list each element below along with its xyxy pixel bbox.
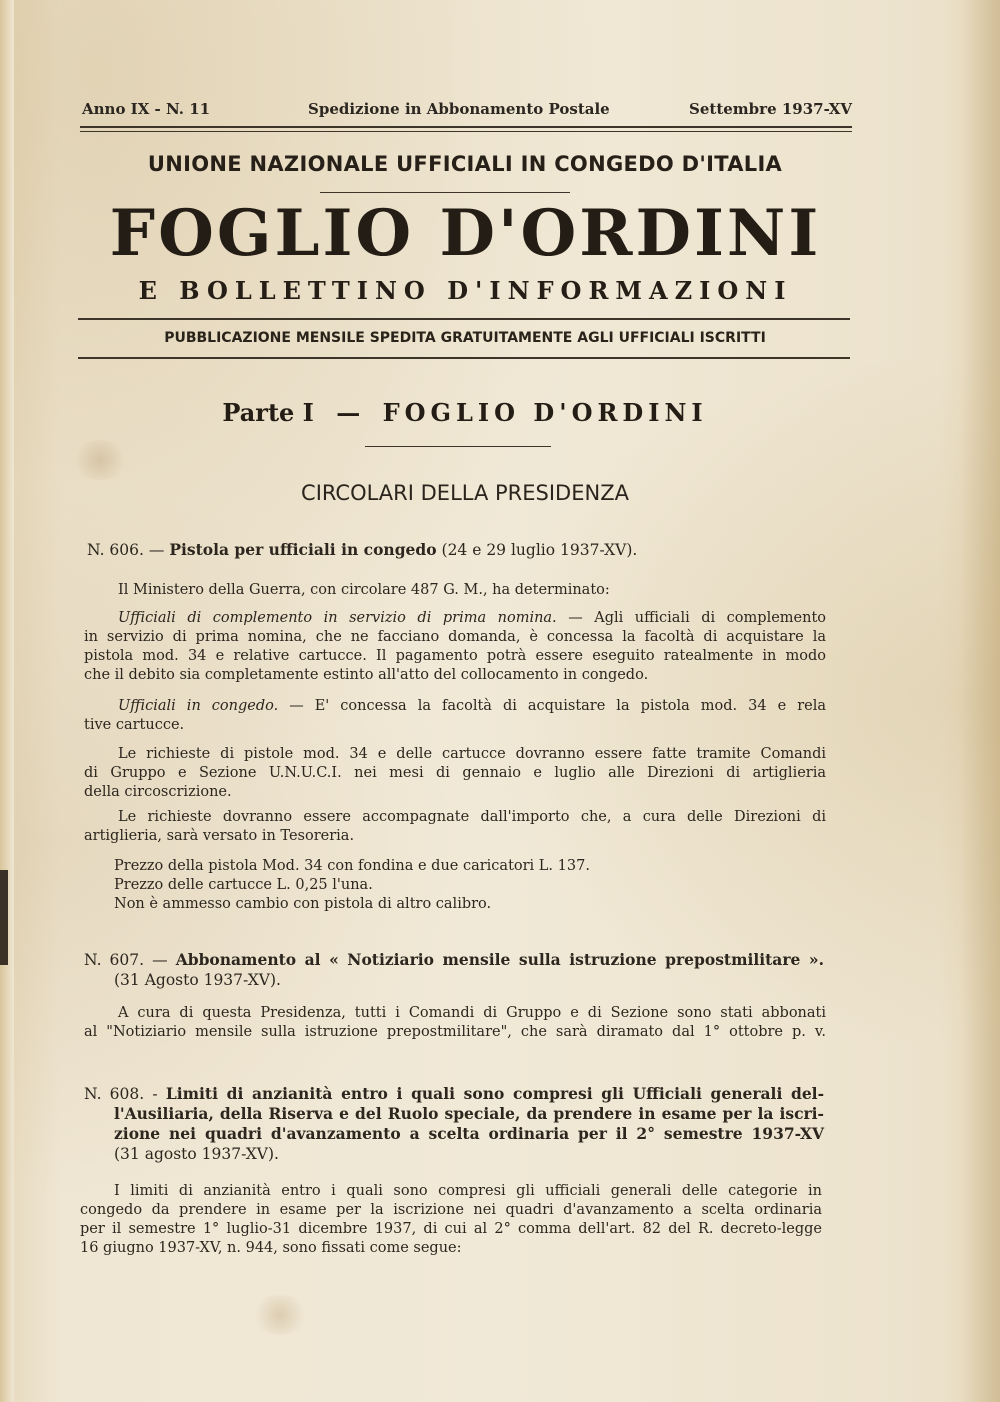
text-line: artiglieria, sarà versato in Tesoreria. xyxy=(84,828,355,844)
text-line: — Agli ufficiali di complemento xyxy=(568,610,827,626)
masthead-subtitle: E BOLLETTINO D'INFORMAZIONI xyxy=(138,276,793,305)
text-line: A cura di questa Presidenza, tutti i Comandi di Gruppo e di Sezione sono stati abbonati xyxy=(118,1005,826,1021)
divider xyxy=(320,192,570,193)
text-line: di Gruppo e Sezione U.N.U.C.I. nei mesi di gennaio e luglio alle Direzioni di artiglieria xyxy=(84,765,826,781)
binding-shadow xyxy=(0,870,8,965)
text-line: — E' concessa la facoltà di acquistare la pistola mod. 34 e rela xyxy=(289,698,826,714)
circular-title-line: zione nei quadri d'avanzamento a scelta ordinaria per il 2° semestre 1937-XV xyxy=(114,1124,824,1143)
header-rule xyxy=(80,126,852,128)
circular-606-richieste xyxy=(84,745,826,802)
issue-date: Settembre 1937-XV xyxy=(689,100,852,118)
paragraph: Il Ministero della Guerra, con circolare 487 G. M., ha determinato: xyxy=(118,582,610,598)
circular-608-heading xyxy=(84,1084,824,1164)
text-line: in servizio di prima nomina, che ne facciano domanda, è concessa la facoltà di acquistare la xyxy=(84,629,826,645)
paragraph-heading: Ufficiali di complemento in servizio di prima nomina. xyxy=(118,610,557,626)
text-line: Le richieste di pistole mod. 34 e delle cartucce dovranno essere fatte tramite Comandi xyxy=(118,746,826,762)
circular-606-importo xyxy=(84,808,826,846)
text-line: 16 giugno 1937-XV, n. 944, sono fissati come segue: xyxy=(80,1240,462,1256)
circular-607-body xyxy=(84,1004,826,1042)
stain xyxy=(70,440,130,480)
issue-number: Anno IX - N. 11 xyxy=(82,100,211,118)
header-rule xyxy=(80,131,852,132)
masthead-rule xyxy=(78,318,850,320)
text-line: per il semestre 1° luglio-31 dicembre 1937, di cui al 2° comma dell'art. 82 del R. decreto-legge xyxy=(80,1221,822,1237)
circular-number: N. 606. — xyxy=(87,541,165,559)
circular-title-line: l'Ausiliaria, della Riserva e del Ruolo speciale, da prendere in esame per la iscri- xyxy=(114,1104,824,1123)
circular-608-body xyxy=(80,1182,822,1258)
stain xyxy=(250,1295,310,1335)
circular-title: Limiti di anzianità entro i quali sono compresi gli Ufficiali generali del- xyxy=(165,1084,825,1103)
organization-name: UNIONE NAZIONALE UFFICIALI IN CONGEDO D'ITALIA xyxy=(147,152,783,176)
text-line: al "Notiziario mensile sulla istruzione prepostmilitare", che sarà diramato dal 1° ottobre p. v. xyxy=(84,1024,826,1040)
text-line: congedo da prendere in esame per la iscrizione nei quadri d'avanzamento a scelta ordinaria xyxy=(80,1202,822,1218)
circular-date: (24 e 29 luglio 1937-XV). xyxy=(441,541,638,559)
section-title: CIRCOLARI DELLA PRESIDENZA xyxy=(301,481,629,505)
circular-date: (31 agosto 1937-XV). xyxy=(114,1145,279,1163)
masthead-rule xyxy=(78,357,850,359)
page-edge xyxy=(0,0,14,1402)
note-line: Non è ammesso cambio con pistola di altro calibro. xyxy=(114,896,492,912)
circular-606-heading xyxy=(87,540,807,560)
part-label: Parte I xyxy=(222,398,314,427)
circular-title: Pistola per ufficiali in congedo xyxy=(169,540,437,559)
circular-606-complemento xyxy=(84,609,826,685)
text-line: I limiti di anzianità entro i quali sono compresi gli ufficiali generali delle categorie in xyxy=(114,1183,822,1199)
running-header xyxy=(82,100,852,122)
circular-607-heading xyxy=(84,950,824,990)
paragraph-heading: Ufficiali in congedo. xyxy=(118,698,279,714)
page-edge-stain xyxy=(960,0,1000,1402)
part-dash: — xyxy=(336,398,361,427)
text-line: pistola mod. 34 e relative cartucce. Il pagamento potrà essere eseguito ratealmente in modo xyxy=(84,648,826,664)
circular-606-prices xyxy=(114,857,814,914)
text-line: della circoscrizione. xyxy=(84,784,232,800)
part-name: FOGLIO D'ORDINI xyxy=(382,398,708,427)
publication-note: PUBBLICAZIONE MENSILE SPEDITA GRATUITAMENTE AGLI UFFICIALI ISCRITTI xyxy=(164,330,766,346)
divider xyxy=(365,446,551,447)
masthead-title: FOGLIO D'ORDINI xyxy=(109,196,822,271)
circular-date: (31 Agosto 1937-XV). xyxy=(114,971,281,989)
postal-note: Spedizione in Abbonamento Postale xyxy=(308,100,610,118)
text-line: Le richieste dovranno essere accompagnate dall'importo che, a cura delle Direzioni di xyxy=(118,809,826,825)
text-line: tive cartucce. xyxy=(84,717,185,733)
price-line: Prezzo delle cartucce L. 0,25 l'una. xyxy=(114,877,373,893)
price-line: Prezzo della pistola Mod. 34 con fondina e due caricatori L. 137. xyxy=(114,858,590,874)
text-line: che il debito sia completamente estinto all'atto del collocamento in congedo. xyxy=(84,667,649,683)
circular-title: Abbonamento al « Notiziario mensile sulla istruzione prepostmilitare ». xyxy=(175,950,824,969)
part-heading xyxy=(80,398,850,427)
circular-number: N. 607. — xyxy=(84,951,168,969)
circular-606-congedo xyxy=(84,697,826,735)
circular-number: N. 608. - xyxy=(84,1085,158,1103)
